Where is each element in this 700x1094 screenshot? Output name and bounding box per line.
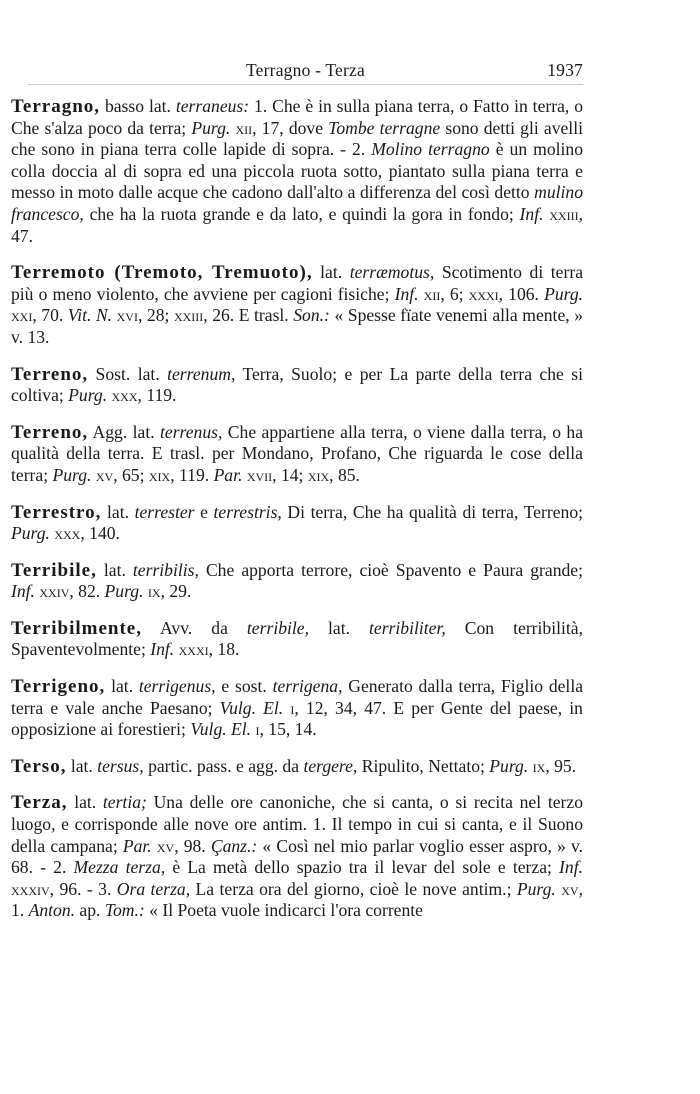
- definition-text: Sost. lat.: [88, 363, 168, 384]
- definition-text: Generato dalla terra, Figlio della terra e vale anche Paesano;: [11, 676, 584, 718]
- definition: [11, 96, 583, 246]
- definition-text: , 12, 34, 47. E per Gente del paese, in opposizione ai forestieri;: [11, 697, 583, 740]
- headword: Terrestro,: [11, 501, 102, 523]
- headword: Terza,: [11, 792, 68, 814]
- definition-text: , 106.: [498, 283, 545, 304]
- italic-text: tertia;: [102, 792, 147, 813]
- definition-text: 1. Che è in sulla piana terra, o Fatto in terra, o Che s'alza poco da terra;: [11, 96, 583, 138]
- headword: Terso,: [11, 755, 67, 777]
- reference-numeral: i: [255, 719, 260, 740]
- definition-text: , 85.: [329, 464, 360, 485]
- entry-terragno: [11, 96, 583, 247]
- italic-text: Anton.: [28, 900, 76, 921]
- italic-text: terræmotus,: [349, 262, 435, 283]
- italic-text: terrestris,: [213, 501, 282, 522]
- italic-text: Inf.: [559, 857, 583, 878]
- definition-text: , 119.: [137, 385, 177, 406]
- reference-numeral: xxiii: [173, 305, 204, 326]
- definition-text: , 98.: [174, 835, 211, 856]
- italic-text: Inf.: [150, 639, 175, 660]
- running-header: [28, 60, 583, 80]
- headword: Terribile,: [11, 559, 97, 581]
- headword: Terremoto (Tremoto, Tremuoto),: [11, 262, 313, 284]
- italic-text: Purg.: [544, 283, 584, 304]
- italic-text: Vulg. El.: [190, 719, 252, 740]
- header-rule: [28, 84, 583, 85]
- italic-text: Purg.: [11, 523, 50, 544]
- definition: [11, 560, 583, 602]
- reference-numeral: xvi: [116, 305, 138, 326]
- italic-text: Tombe terragne: [328, 117, 441, 138]
- definition: [66, 756, 576, 776]
- page-number: 1937: [547, 60, 583, 80]
- definition-text: lat.: [96, 559, 133, 580]
- italic-text: Purg.: [68, 385, 108, 406]
- definition-text: lat.: [101, 501, 135, 522]
- definition-text: « Così nel mio parlar voglio esser aspro, » v. 68. - 2.: [11, 835, 584, 878]
- definition-text: , 47.: [11, 203, 583, 246]
- italic-text: Ora terza,: [116, 878, 191, 899]
- definition-text: Terra, Suolo; e per La parte della terra che si coltiva;: [11, 363, 583, 406]
- italic-text: Vit. N.: [67, 305, 113, 326]
- headword: Terreno,: [11, 363, 89, 385]
- reference-numeral: i: [290, 697, 295, 718]
- reference-numeral: xv: [156, 835, 175, 856]
- reference-numeral: xxxiv: [11, 878, 50, 899]
- italic-text: Tom.:: [104, 900, 145, 921]
- reference-numeral: xxxi: [178, 639, 209, 660]
- italic-text: tergere,: [303, 755, 358, 776]
- definition-text: , 1.: [11, 878, 583, 921]
- italic-text: Purg.: [191, 117, 231, 138]
- definition-text: e: [194, 501, 214, 522]
- definition-text: , 17, dove: [252, 117, 329, 138]
- entry-terza: [11, 792, 583, 922]
- italic-text: Purg.: [104, 581, 144, 602]
- reference-numeral: xix: [148, 464, 171, 485]
- reference-numeral: xvii: [246, 464, 273, 485]
- italic-text: terraneus:: [175, 96, 250, 116]
- definition-text: , 15, 14.: [259, 719, 317, 740]
- definition-text: , 96. - 3.: [49, 878, 117, 899]
- italic-text: Purg.: [52, 464, 92, 485]
- reference-numeral: xxiv: [39, 581, 70, 602]
- entry-terreno-sost: [11, 364, 583, 407]
- definition-text: e sost.: [215, 676, 273, 697]
- definition-text: ap.: [75, 900, 105, 921]
- definition-text: Agg. lat.: [88, 421, 161, 442]
- italic-text: terribilis,: [132, 559, 199, 580]
- definition: [11, 364, 583, 406]
- definition-text: Di terra, Che ha qualità di terra, Terreno;: [281, 501, 583, 522]
- entry-terribile: [11, 560, 583, 603]
- headword: Terribilmente,: [11, 617, 142, 639]
- italic-text: Mezza terza,: [73, 857, 166, 878]
- italic-text: Molino terragno: [371, 139, 490, 160]
- reference-numeral: xxx: [54, 523, 81, 544]
- headword: Terrigeno,: [11, 676, 106, 698]
- definition-text: La terza ora del giorno, cioè le nove antim.;: [190, 878, 517, 899]
- italic-text: mulino francesco,: [11, 182, 583, 224]
- definition-text: Una delle ore canoniche, che si canta, o si recita nel terzo luogo, e corrisponde alle nove ore antim. 1. Il tempo in cui si canta, e il Suono della campana;: [11, 792, 583, 856]
- reference-numeral: xxi: [11, 305, 33, 326]
- italic-text: Vulg. El.: [219, 697, 284, 718]
- italic-text: Inf.: [394, 283, 419, 304]
- italic-text: tersus,: [97, 755, 144, 776]
- definition-text: , 65;: [113, 464, 149, 485]
- reference-numeral: xii: [235, 117, 253, 138]
- headword: Terragno,: [11, 96, 101, 117]
- definition-text: sono detti gli avelli che sono in piana terra colle lapide di sopra. - 2.: [11, 117, 583, 160]
- definition-text: , 29.: [160, 581, 192, 602]
- definition-text: partic. pass. e agg. da: [143, 755, 304, 776]
- italic-text: terrester: [134, 501, 195, 522]
- italic-text: terrigena,: [272, 676, 343, 697]
- italic-text: Son.:: [293, 305, 330, 326]
- definition-text: « Il Poeta vuole indicarci l'ora corrente: [144, 900, 423, 921]
- italic-text: Par.: [213, 464, 243, 485]
- headword: Terreno,: [11, 421, 89, 443]
- italic-text: Inf.: [11, 581, 35, 602]
- definition-text: lat.: [308, 617, 370, 638]
- definition-text: , 14;: [272, 464, 308, 485]
- definition-text: , 119.: [170, 464, 214, 485]
- definition-text: che ha la ruota grande e da lato, e quindi la gora in fondo;: [83, 203, 520, 224]
- definition-text: Avv. da: [141, 617, 247, 638]
- definition-text: , 140.: [80, 523, 120, 544]
- italic-text: terrenus,: [160, 421, 223, 442]
- entries-column: [11, 96, 583, 937]
- definition-text: , 6;: [440, 283, 469, 304]
- definition-text: , 82.: [69, 581, 105, 602]
- reference-numeral: xv: [95, 464, 114, 485]
- italic-text: terribiliter,: [369, 617, 446, 638]
- italic-text: Çanz.:: [210, 835, 258, 856]
- definition-text: Ripulito, Nettato;: [357, 755, 490, 776]
- definition-text: lat.: [105, 676, 139, 697]
- definition-text: « Spesse fïate venemi alla mente, » v. 13.: [11, 305, 583, 347]
- definition-text: , 18.: [208, 639, 240, 660]
- entry-terreno-agg: [11, 422, 583, 487]
- definition-text: lat.: [312, 262, 350, 283]
- reference-numeral: xxx: [111, 385, 138, 406]
- definition-text: lat.: [66, 755, 98, 776]
- definition-text: basso lat.: [100, 96, 176, 116]
- italic-text: terrigenus,: [138, 676, 216, 697]
- definition-text: è La metà dello spazio tra il levar del sole e terza;: [165, 857, 560, 878]
- reference-numeral: ix: [532, 755, 546, 776]
- italic-text: Purg.: [489, 755, 529, 776]
- definition-text: Che apporta terrore, cioè Spavento e Paura grande;: [198, 559, 584, 580]
- reference-numeral: xxiii: [549, 203, 579, 224]
- italic-text: terribile,: [246, 617, 309, 638]
- italic-text: Par.: [122, 835, 152, 856]
- definition: [11, 792, 583, 920]
- italic-text: terrenum,: [167, 363, 236, 384]
- definition-text: , 26. E trasl.: [203, 305, 294, 326]
- definition: [11, 422, 583, 485]
- entry-terrigeno: [11, 676, 583, 741]
- italic-text: Purg.: [516, 878, 556, 899]
- entry-terremoto: [11, 262, 583, 348]
- reference-numeral: ix: [147, 581, 161, 602]
- italic-text: Inf.: [519, 203, 544, 224]
- entry-terso: [11, 756, 583, 778]
- definition-text: lat.: [67, 792, 103, 813]
- definition-text: Che appartiene alla terra, o viene dalla terra, o ha qualità della terra. E trasl. per Mondano, Profano, Che riguarda le cose della terra;: [11, 421, 584, 485]
- definition-text: , 28;: [137, 305, 174, 326]
- definition-text: , 70.: [32, 305, 68, 326]
- reference-numeral: xii: [423, 283, 441, 304]
- reference-numeral: xix: [307, 464, 330, 485]
- definition-text: , 95.: [545, 755, 577, 776]
- definition-text: Con terribilità, Spaventevolmente;: [11, 617, 583, 660]
- definition-text: Scotimento di terra più o meno violento, che avviene per cagioni fisiche;: [11, 262, 584, 304]
- entry-terribilmente: [11, 618, 583, 661]
- entry-terrestro: [11, 502, 583, 545]
- reference-numeral: xxxi: [468, 283, 499, 304]
- running-title: Terragno - Terza: [246, 60, 365, 80]
- definition-text: è un molino colla doccia al di sopra ed una piccola ruota sotto, piantato sulla piana terra e messo in moto dalle acque che cadono dall'alto a differenza del così detto: [11, 139, 583, 203]
- reference-numeral: xv: [561, 878, 579, 899]
